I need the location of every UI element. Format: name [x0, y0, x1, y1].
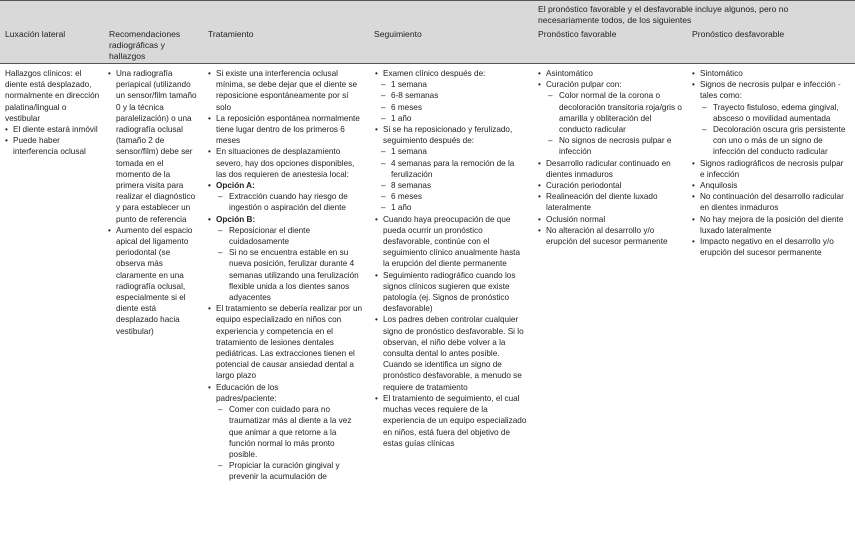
list-item: • No hay mejora de la posición del diente luxado lateralmente — [692, 214, 848, 236]
clinical-findings-text: Hallazgos clínicos: el diente está desplazado, normalmente en dirección palatina/lingual o vestibular — [5, 69, 100, 123]
favorable-list — [538, 68, 686, 247]
list-item: • El tratamiento de seguimiento, el cual muchas veces requiere de la experiencia de un equipo especializado en niños, está fuera del objetivo de estas guías clínicas — [375, 393, 527, 449]
list-item: • Sintomático — [692, 68, 848, 79]
list-item: • Signos de necrosis pulpar e infección - tales como: — [692, 79, 848, 101]
list-subitem: – Comer con cuidado para no traumatizar más al diente a la vez que animar a que retorne a la función normal lo más pronto posible. — [208, 404, 363, 460]
list-item: • Si existe una interferencia oclusal mínima, se debe dejar que el diente se reposicione espontáneamente por sí solo — [208, 68, 363, 113]
column-seguimiento — [375, 68, 527, 449]
list-item: • Impacto negativo en el desarrollo y/o erupción del sucesor permanente — [692, 236, 848, 258]
followup-list — [375, 68, 527, 449]
list-subitem: – 6 meses — [375, 102, 527, 113]
list-subitem: – 8 semanas — [375, 180, 527, 191]
list-item: • Una radiografía periapical (utilizando un sensor/film tamaño 0 y la técnica paralelización) o una radiografía oclusal (tamaño 2 de sensor/film) debe ser tomada en el momento de la primera visita para realizar el diagnóstico y para establecer un punto de referencia — [108, 68, 198, 225]
column-pronostico-desfavorable — [692, 68, 848, 258]
list-item: • Los padres deben controlar cualquier signo de pronóstico desfavorable. Si lo observan, el niño debe volver a la consulta dental lo antes posible. Cuando se identifica un signo de pronóstico desfavorable, a menudo se requiere de tratamiento — [375, 314, 527, 392]
header-recomendaciones: Recomendaciones radiográficas y hallazgos — [109, 29, 181, 61]
list-item: • Signos radiográficos de necrosis pulpar e infección — [692, 158, 848, 180]
list-item: • El diente estará inmóvil — [5, 124, 103, 135]
table-top-rule — [0, 0, 855, 1]
list-subitem: – Extracción cuando hay riesgo de ingestión o aspiración del diente — [208, 191, 363, 213]
treatment-list — [208, 68, 363, 483]
list-subitem: – 1 semana — [375, 79, 527, 90]
list-item: • El tratamiento se debería realizar por un equipo especializado en niños con experiencia y competencia en el tratamiento de lesiones dentales pediátricas. Las extracciones tienen el potencial de causar ansiedad dental a largo plazo — [208, 303, 363, 381]
radiographic-list — [108, 68, 198, 337]
column-luxacion — [5, 68, 103, 158]
unfavorable-list — [692, 68, 848, 258]
list-subitem: – 6-8 semanas — [375, 90, 527, 101]
list-subitem: – Trayecto fistuloso, edema gingival, absceso o movilidad aumentada — [692, 102, 848, 124]
list-subitem: – Decoloración oscura gris persistente con uno o más de un signo de infección del conducto radicular — [692, 124, 848, 158]
list-subitem: – Propiciar la curación gingival y prevenir la acumulación de — [208, 460, 363, 482]
list-item: • Oclusión normal — [538, 214, 686, 225]
list-subitem: – No signos de necrosis pulpar e infección — [538, 135, 686, 157]
list-item: • Cuando haya preocupación de que pueda ocurrir un pronóstico desfavorable, continúe con el seguimiento clínico anualmente hasta la erupción del diente permanente — [375, 214, 527, 270]
list-item: • Curación periodontal — [538, 180, 686, 191]
list-item: • Desarrollo radicular continuado en dientes inmaduros — [538, 158, 686, 180]
list-item: • Si se ha reposicionado y ferulizado, seguimiento después de: — [375, 124, 527, 146]
header-seguimiento: Seguimiento — [374, 29, 422, 39]
list-item: • Aumento del espacio apical del ligamento periodontal (se observa más claramente en una radiografía oclusal, especialmente si el diente está desplazado hacia vestibular) — [108, 225, 198, 337]
list-item: • No alteración al desarrollo y/o erupción del sucesor permanente — [538, 225, 686, 247]
header-luxacion-lateral: Luxación lateral — [5, 29, 66, 39]
clinical-findings-list — [5, 124, 103, 158]
header-pronostico-desfavorable: Pronóstico desfavorable — [692, 29, 785, 39]
list-subitem: – Reposicionar el diente cuidadosamente — [208, 225, 363, 247]
list-item: • Puede haber interferencia oclusal — [5, 135, 103, 157]
list-item: • En situaciones de desplazamiento severo, hay dos opciones disponibles, las dos requieren de anestesia local: — [208, 146, 363, 180]
list-item: • Seguimiento radiográfico cuando los signos clínicos sugieren que existe patología (ej. Signos de pronóstico desfavorable) — [375, 270, 527, 315]
table-header-rule — [0, 63, 855, 64]
list-subitem: – 1 semana — [375, 146, 527, 157]
header-pronostico-favorable: Pronóstico favorable — [538, 29, 617, 39]
list-subitem: – Si no se encuentra estable en su nueva posición, ferulizar durante 4 semanas utilizando una ferulización flexible unida a los dientes sanos adyacentes — [208, 247, 363, 303]
list-item: • No continuación del desarrollo radicular en dientes inmaduros — [692, 191, 848, 213]
list-item: • Anquilosis — [692, 180, 848, 191]
list-subitem: – 1 año — [375, 113, 527, 124]
list-item: • La reposición espontánea normalmente tiene lugar dentro de los primeros 6 meses — [208, 113, 363, 147]
column-recomendaciones — [108, 68, 198, 337]
option-a-heading: • Opción A: — [208, 180, 363, 191]
header-tratamiento: Tratamiento — [208, 29, 254, 39]
list-subitem: – Color normal de la corona o decoloración transitoria roja/gris o amarilla y obliteración del conducto radicular — [538, 90, 686, 135]
list-item: • Educación de los padres/paciente: — [208, 382, 363, 404]
list-item: • Examen clínico después de: — [375, 68, 527, 79]
list-subitem: – 6 meses — [375, 191, 527, 202]
list-subitem: – 1 año — [375, 202, 527, 213]
list-item: • Asintomático — [538, 68, 686, 79]
column-tratamiento — [208, 68, 363, 483]
list-item: • Realineación del diente luxado lateralmente — [538, 191, 686, 213]
list-item: • Curación pulpar con: — [538, 79, 686, 90]
option-b-heading: • Opción B: — [208, 214, 363, 225]
header-pronostico-note: El pronóstico favorable y el desfavorable incluye algunos, pero no necesariamente todos, de los siguientes — [538, 4, 789, 25]
list-subitem: – 4 semanas para la remoción de la ferulización — [375, 158, 527, 180]
column-pronostico-favorable — [538, 68, 686, 247]
